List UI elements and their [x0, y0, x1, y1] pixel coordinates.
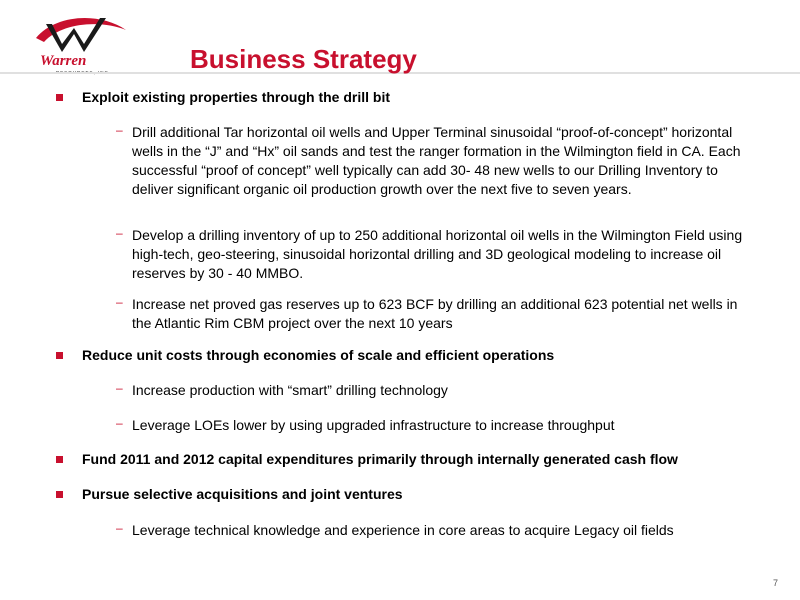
bullet-square-icon — [56, 456, 63, 463]
bullet-text: Reduce unit costs through economies of scale and efficient operations — [82, 347, 555, 363]
bullet-text: Pursue selective acquisitions and joint ventures — [82, 486, 403, 502]
bullet-text: Fund 2011 and 2012 capital expenditures primarily through internally generated cash flow — [82, 451, 678, 467]
bullet-square-icon — [56, 94, 63, 101]
dash-icon: – — [116, 381, 123, 395]
bullet-square-icon — [56, 491, 63, 498]
logo-wordmark: Warren — [40, 53, 87, 69]
sub-bullet-text: Increase production with “smart” drilling technology — [132, 382, 448, 398]
dash-icon: – — [116, 521, 123, 535]
warren-logo — [22, 8, 134, 76]
bullet-text: Exploit existing properties through the drill bit — [82, 89, 391, 105]
sub-bullet-text: Leverage technical knowledge and experience in core areas to acquire Legacy oil fields — [132, 522, 674, 538]
page-number: 7 — [772, 578, 778, 588]
warren-logo-mark-icon — [22, 8, 134, 76]
dash-icon: – — [116, 295, 123, 309]
dash-icon: – — [116, 123, 123, 137]
sub-bullet-text: Increase net proved gas reserves up to 623 BCF by drilling an additional 623 potential net wells in the Atlantic Rim CBM project over the next 10 years — [132, 296, 738, 331]
sub-bullet-text: Develop a drilling inventory of up to 250 additional horizontal oil wells in the Wilmington Field using high-tech, geo-steering, sinusoidal horizontal drilling and 3D geological modeling to increase oil reserves by 30 - 40 MMBO. — [132, 227, 743, 281]
dash-icon: – — [116, 226, 123, 240]
bullet-square-icon — [56, 352, 63, 359]
slide-title: Business Strategy — [190, 44, 417, 74]
sub-bullet-text: Leverage LOEs lower by using upgraded infrastructure to increase throughput — [132, 417, 615, 433]
dash-icon: – — [116, 416, 123, 430]
sub-bullet-text: Drill additional Tar horizontal oil wells and Upper Terminal sinusoidal “proof-of-concept” horizontal wells in the “J” and “Hx” oil sands and test the ranger formation in the Wilmington field in CA. Each successful “proof of concept” well typically can add 30- 48 new wells to our Drilling Inventory to deliver significant organic oil production growth over the next five to seven years. — [132, 124, 741, 197]
